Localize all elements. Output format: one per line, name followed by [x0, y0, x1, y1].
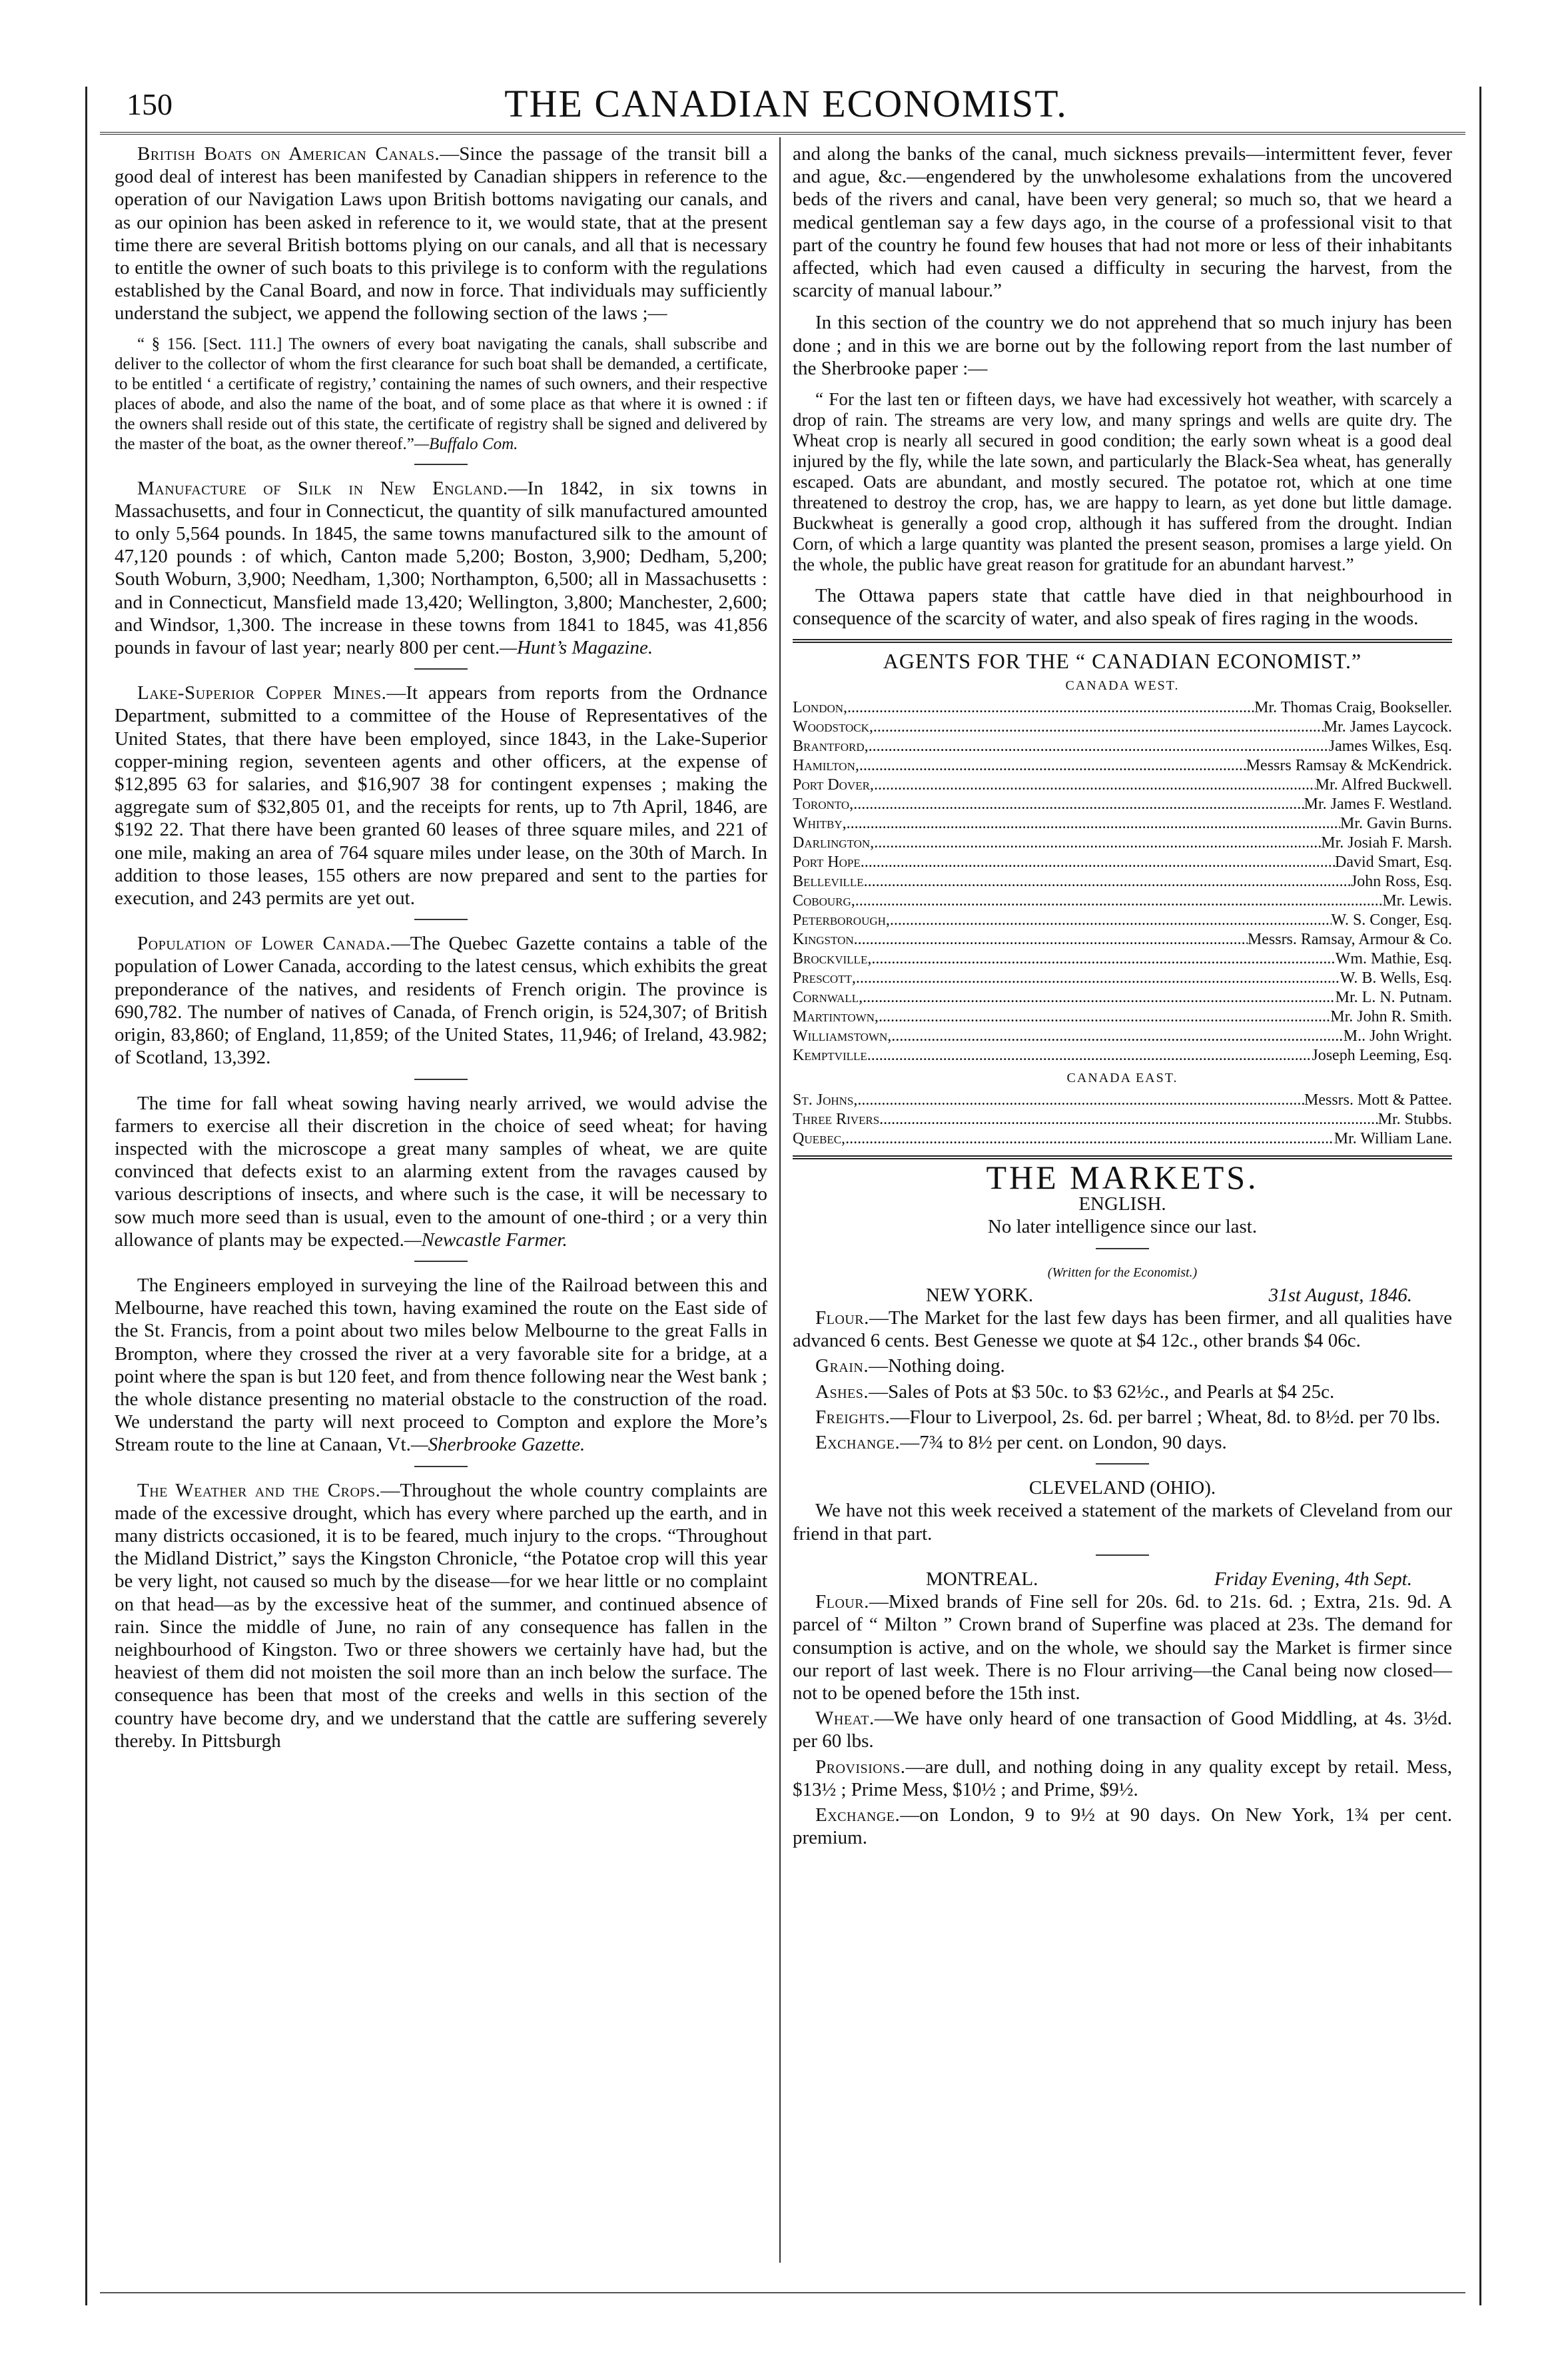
agent-town: Martintown, [793, 1007, 879, 1025]
mtl-place: MONTREAL. [926, 1568, 1038, 1590]
divider [414, 919, 468, 920]
market-item-text: —Nothing doing. [869, 1355, 1005, 1377]
leader-dots [853, 795, 1304, 814]
agent-town: Quebec, [793, 1130, 846, 1148]
agent-town: St. Johns, [793, 1091, 858, 1109]
agent-town: Belleville [793, 872, 864, 890]
column-divider [779, 137, 781, 2263]
leader-dots [879, 1007, 1330, 1027]
agent-row [793, 756, 1452, 776]
agent-name: Mr. James Laycock. [1323, 718, 1452, 736]
agent-name: Mr. Lewis. [1382, 891, 1452, 909]
written-for: (Written for the Economist.) [1047, 1265, 1198, 1280]
market-item [793, 1307, 1452, 1352]
market-item-label: Ashes. [815, 1381, 869, 1403]
agent-row [793, 698, 1452, 718]
page-header [107, 79, 1465, 132]
leader-dots [891, 1027, 1343, 1046]
leader-dots [874, 834, 1321, 853]
market-item-text: —Mixed brands of Fine sell for 20s. 6d. to 21s. 6d. ; Extra, 21s. 9d. A parcel of “ Milton ” Crown brand of Superfine was placed at 23s. The demand for consumption is active, and on the whole, we should say the Market is firmer since our report of last week. There is no Flour arriving—the Canal being now closed—not to be opened before the 15th inst. [793, 1591, 1452, 1704]
leader-dots [873, 718, 1324, 737]
article-silk: Manufacture of Silk in New England.—In 1842, in six towns in Massachusetts, and four in Connecticut, the quantity of silk manufactured amounted to only 5,564 pounds. In 1845, the same towns manufactured silk to the amount of 47,120 pounds : of which, Canton made 5,200; Boston, 3,900; Dedham, 5,200; South Woburn, 3,900; Needham, 1,300; Northampton, 6,500; all in Massachusetts : and in Connecticut, Mansfield made 13,420; Wellington, 3,800; Manchester, 2,600; and Windsor, 1,300. The increase in these towns from 1841 to 1845, was 41,856 pounds in favour of last year; nearly 800 per cent.—Hunt’s Magazine. [115, 477, 767, 659]
market-item-text: —on London, 9 to 9½ at 90 days. On New York, 1¾ per cent. premium. [793, 1804, 1452, 1849]
leader-dots [859, 756, 1246, 776]
agent-row [793, 1129, 1452, 1149]
leader-dots [856, 969, 1340, 988]
mtl-date: Friday Evening, 4th Sept. [1214, 1568, 1412, 1590]
market-item-label: Flour. [815, 1307, 869, 1329]
agent-row [793, 1046, 1452, 1065]
leader-dots [861, 853, 1335, 872]
market-item-text: —Sales of Pots at $3 50c. to $3 62½c., and Pearls at $4 25c. [869, 1381, 1335, 1403]
divider [414, 1079, 468, 1080]
agent-town: Whitby, [793, 814, 847, 832]
agent-name: Mr. L. N. Putnam. [1335, 988, 1452, 1006]
ny-place: NEW YORK. [926, 1284, 1034, 1306]
market-item-label: Wheat. [815, 1708, 875, 1730]
agent-town: Hamilton, [793, 756, 859, 774]
leader-dots [879, 1110, 1377, 1129]
agent-row [793, 814, 1452, 834]
agents-title: AGENTS FOR THE “ CANADIAN ECONOMIST.” [883, 649, 1362, 674]
agent-town: Three Rivers [793, 1111, 880, 1129]
leader-dots [864, 872, 1351, 891]
header-rule [100, 132, 1465, 135]
agent-town: London, [793, 698, 848, 716]
article-section-para: In this section of the country we do not apprehend that so much injury has been done ; and in this we are borne out by the following report from the last number of the Sherbrooke paper :— [793, 312, 1452, 379]
leader-dots [847, 814, 1340, 834]
agent-name: W. B. Wells, Esq. [1340, 969, 1452, 987]
market-item-text: —7¾ to 8½ per cent. on London, 90 days. [900, 1432, 1227, 1454]
market-item [793, 1406, 1452, 1429]
agent-name: W. S. Conger, Esq. [1331, 911, 1452, 929]
agent-name: John Ross, Esq. [1350, 872, 1452, 890]
agent-name: Messrs. Ramsay, Armour & Co. [1247, 930, 1452, 948]
agent-row [793, 930, 1452, 949]
ny-dateline [793, 1284, 1452, 1307]
page-number: 150 [127, 87, 173, 121]
agent-name: Wm. Mathie, Esq. [1335, 949, 1452, 967]
agent-town: Cobourg, [793, 891, 855, 909]
agent-row [793, 891, 1452, 911]
leader-dots [869, 737, 1329, 756]
market-item-text: —are dull, and nothing doing in any quality except by retail. Mess, $13½ ; Prime Mess, $10½ ; and Prime, $9½. [793, 1756, 1452, 1800]
agent-row [793, 1027, 1452, 1046]
ny-market-items [793, 1307, 1452, 1454]
market-item-label: Provisions. [815, 1756, 906, 1778]
agent-town: Toronto, [793, 795, 854, 813]
mtl-dateline [793, 1568, 1452, 1590]
market-item [793, 1431, 1452, 1454]
english-body: No later intelligence since our last. [987, 1216, 1258, 1238]
article-weather: The Weather and the Crops.—Throughout the whole country complaints are made of the excessive drought, which has every where parched up the earth, and in many districts occasioned, it is to be feared, much injury to the crops. “Throughout the Midland District,” says the Kingston Chronicle, “the Potatoe crop will this year be very light, not caused so much by the disease—for we hear little or no complaint on that head—as by the excessive heat of the summer, and continued absence of rain. Since the middle of June, no rain of any consequence has fallen in the neighbourhood of Kingston. Two or three showers we certainly have had, but the heaviest of them did not moisten the soil more than an inch below the surface. The consequence has been that most of the creeks and wells in this section of the country have become dry, and we understand that the cattle are suffering severely thereby. In Pittsburgh [115, 1479, 767, 1752]
divider [414, 1261, 468, 1262]
agent-row [793, 795, 1452, 814]
agent-town: Williamstown, [793, 1027, 892, 1045]
leader-dots [857, 1091, 1304, 1110]
agent-row [793, 1091, 1452, 1110]
article-wheat: The time for fall wheat sowing having nearly arrived, we would advise the farmers to exercise all their discretion in the choice of seed wheat; for having inspected with the microscope a great many samples of wheat, we are quite convinced that defects exist to an alarming extent from the ravages caused by various descriptions of insects, and where such is the case, it will be necessary to sow much more seed than is usual, even to the amount of one-third ; or a very thin allowance of plants may be expected.—Newcastle Farmer. [115, 1092, 767, 1251]
market-item [793, 1756, 1452, 1801]
agent-name: Mr. William Lane. [1334, 1130, 1452, 1148]
agent-name: James Wilkes, Esq. [1328, 737, 1452, 755]
market-item-label: Exchange. [815, 1432, 901, 1454]
market-item [793, 1804, 1452, 1849]
agents-west-list [793, 698, 1452, 1065]
agent-row [793, 718, 1452, 737]
masthead-title: THE CANADIAN ECONOMIST. [504, 82, 1068, 125]
leader-dots [874, 776, 1316, 795]
divider [1096, 1248, 1149, 1249]
agent-row [793, 853, 1452, 872]
market-item-label: Flour. [815, 1591, 869, 1613]
agent-town: Brantford, [793, 737, 869, 755]
leader-dots [855, 891, 1383, 911]
market-item [793, 1707, 1452, 1752]
article-population: Population of Lower Canada.—The Quebec Gazette contains a table of the population of Lower Canada, according to the latest census, which exhibits the great preponderance of the natives, and residents of French origin. The province is 690,782. The number of natives of Canada, of French origin, is 524,307; of British origin, 83,860; of England, 11,859; of the United States, 11,946; of Ireland, 43.982; of Scotland, 13,392. [115, 933, 767, 1069]
divider [1096, 1463, 1149, 1465]
agent-name: Mr. Alfred Buckwell. [1315, 776, 1452, 794]
agent-name: Mr. Stubbs. [1377, 1111, 1452, 1129]
agent-name: Messrs. Mott & Pattee. [1304, 1091, 1452, 1109]
leader-dots [871, 949, 1335, 969]
agent-name: M.. John Wright. [1343, 1027, 1452, 1045]
agent-town: Prescott, [793, 969, 856, 987]
cleveland-body: We have not this week received a statement of the markets of Cleveland from our friend in that part. [793, 1500, 1452, 1544]
agent-row [793, 911, 1452, 930]
canada-east-label: CANADA EAST. [1066, 1070, 1178, 1085]
leader-dots [847, 698, 1254, 718]
leader-dots [867, 1046, 1312, 1065]
cleveland-head: CLEVELAND (OHIO). [1028, 1477, 1216, 1499]
ny-date: 31st August, 1846. [1268, 1284, 1412, 1306]
canada-west-label: CANADA WEST. [1065, 678, 1180, 693]
agent-row [793, 737, 1452, 756]
market-item [793, 1590, 1452, 1704]
agent-town: Brockville, [793, 949, 872, 967]
agent-name: David Smart, Esq. [1335, 853, 1452, 871]
article-railroad: The Engineers employed in surveying the line of the Railroad between this and Melbourne, have reached this town, having examined the route on the East side of the St. Francis, from a point about two miles below Melbourne to the great Falls in Brompton, where they crossed the river at a very favorable site for a bridge, at a point where the span is but 120 feet, and from thence following near the West bank ; the whole distance presenting no material obstacle to the construction of the road. We understand the party will next proceed to Compton and explore the More’s Stream route to the line at Canaan, Vt.—Sherbrooke Gazette. [115, 1274, 767, 1456]
agent-row [793, 834, 1452, 853]
agent-row [793, 969, 1452, 988]
markets-title: THE MARKETS. [986, 1159, 1259, 1197]
article-weather-continued: and along the banks of the canal, much sickness prevails—intermittent fever, fever and ague, &c.—engendered by the unwholesome exhalations from the uncovered beds of the rivers and canal, have been very general; so much so, that we heard a medical gentleman say a few days ago, in the course of a professional visit to that part of the country he found few houses that had not more or less of their inhabitants affected, which had even caused a difficulty in securing the harvest, from the scarcity of manual labour.” [793, 143, 1452, 302]
divider [414, 464, 468, 465]
agent-town: Port Dover, [793, 776, 874, 794]
market-item-label: Exchange. [815, 1804, 901, 1826]
agent-town: Kemptville [793, 1046, 867, 1064]
agent-row [793, 776, 1452, 795]
agent-town: Woodstock, [793, 718, 873, 736]
market-item-label: Freights. [815, 1406, 891, 1428]
divider [414, 1466, 468, 1467]
leader-dots [863, 988, 1336, 1007]
mtl-market-items [793, 1590, 1452, 1849]
agent-name: Joseph Leeming, Esq. [1312, 1046, 1452, 1064]
market-item [793, 1381, 1452, 1403]
leader-dots [845, 1129, 1334, 1149]
left-column [115, 143, 767, 1762]
article-boats: British Boats on American Canals.—Since the passage of the transit bill a good deal of interest has been manifested by Canadian shippers in reference to the operation of our Navigation Laws upon British bottoms navigating our canals, and as our opinion has been asked in reference to it, we would state, that at the present time there are several British bottoms plying on our canals, and all that is necessary to entitle the owner of such boats to this privilege is to conform with the regulations established by the Canal Board, and now in force. That individuals may sufficiently understand the subject, we append the following section of the laws ;— [115, 143, 767, 324]
market-item-label: Grain. [815, 1355, 869, 1377]
article-boats-quote: “ § 156. [Sect. 111.] The owners of every boat navigating the canals, shall subscribe and deliver to the collector of whom the first clearance for such boat shall be demanded, a certificate, to be entitled ‘ a certificate of registry,’ containing the names of such owners, and their respective places of abode, and also the name of the boat, and of some place as that where it is owned : if the owners shall reside out of this state, the certificate of registry shall be signed and delivered by the master of the boat, as the owner thereof.”—Buffalo Com. [115, 334, 767, 453]
agent-name: Mr. John R. Smith. [1330, 1007, 1452, 1025]
agent-name: Messrs Ramsay & McKendrick. [1246, 756, 1452, 774]
market-item-text: —The Market for the last few days has been firmer, and all qualities have advanced 6 cents. Best Genesse we quote at $4 12c., other brands $4 06c. [793, 1307, 1452, 1352]
agent-name: Mr. Thomas Craig, Bookseller. [1254, 698, 1452, 716]
agent-name: Mr. Josiah F. Marsh. [1321, 834, 1452, 852]
sherbrooke-quote: “ For the last ten or fifteen days, we have had excessively hot weather, with scarcely a drop of rain. The streams are very low, and many springs and wells are quite dry. The Wheat crop is nearly all secured in good condition; the early sown wheat is a good deal injured by the fly, while the late sown, and particularly the Black-Sea wheat, has generally escaped. Oats are abundant, and mostly secured. The potatoe rot, which at one time threatened to destroy the crop, has, we are happy to learn, as yet done but little damage. Buckwheat is generally a good crop, although it has suffered from the drought. Indian Corn, of which a large quantity was planted the present season, promises a large yield. On the whole, the public have great reason for gratitude for an abundant harvest.” [793, 389, 1452, 575]
agent-row [793, 1110, 1452, 1129]
agent-row [793, 872, 1452, 891]
agent-row [793, 1007, 1452, 1027]
footer-rule [100, 2292, 1465, 2293]
agent-row [793, 949, 1452, 969]
market-item-text: —Flour to Liverpool, 2s. 6d. per barrel ; Wheat, 8d. to 8½d. per 70 lbs. [890, 1406, 1441, 1428]
divider [414, 668, 468, 670]
agent-town: Cornwall, [793, 988, 863, 1006]
leader-dots [890, 911, 1332, 930]
agent-name: Mr. Gavin Burns. [1340, 814, 1452, 832]
agent-town: Port Hope [793, 853, 861, 871]
agent-town: Peterborough, [793, 911, 890, 929]
market-item-text: —We have only heard of one transaction of Good Middling, at 4s. 3½d. per 60 lbs. [793, 1708, 1452, 1752]
section-rule [793, 639, 1452, 643]
english-head: ENGLISH. [1078, 1193, 1166, 1215]
right-column [793, 143, 1452, 1852]
market-item [793, 1355, 1452, 1377]
agent-town: Darlington, [793, 834, 875, 852]
article-copper: Lake-Superior Copper Mines.—It appears from reports from the Ordnance Department, submitted to a committee of the House of Representatives of the United States, that there have been employed, since 1843, in the Lake-Superior copper-mining region, seventeen agents and other officers, at the expense of $12,895 63 for salaries, and $16,907 38 for contingent expenses ; making the aggregate sum of $32,805 01, and the receipts for rents, up to 7th April, 1846, are $192 22. That there have been granted 60 leases of three square miles, and 221 of one mile, making an area of 764 square miles under lease, on the 30th of March. In addition to those leases, 155 others are now prepared and sent to the parties for execution, and 243 permits are yet out. [115, 682, 767, 909]
ottawa-para: The Ottawa papers state that cattle have died in that neighbourhood in consequence of the scarcity of water, and also speak of fires raging in the woods. [793, 585, 1452, 630]
divider [1096, 1554, 1149, 1556]
agent-name: Mr. James F. Westland. [1304, 795, 1452, 813]
leader-dots [854, 930, 1248, 949]
agent-row [793, 988, 1452, 1007]
agent-town: Kingston [793, 930, 854, 948]
agents-east-list [793, 1091, 1452, 1149]
